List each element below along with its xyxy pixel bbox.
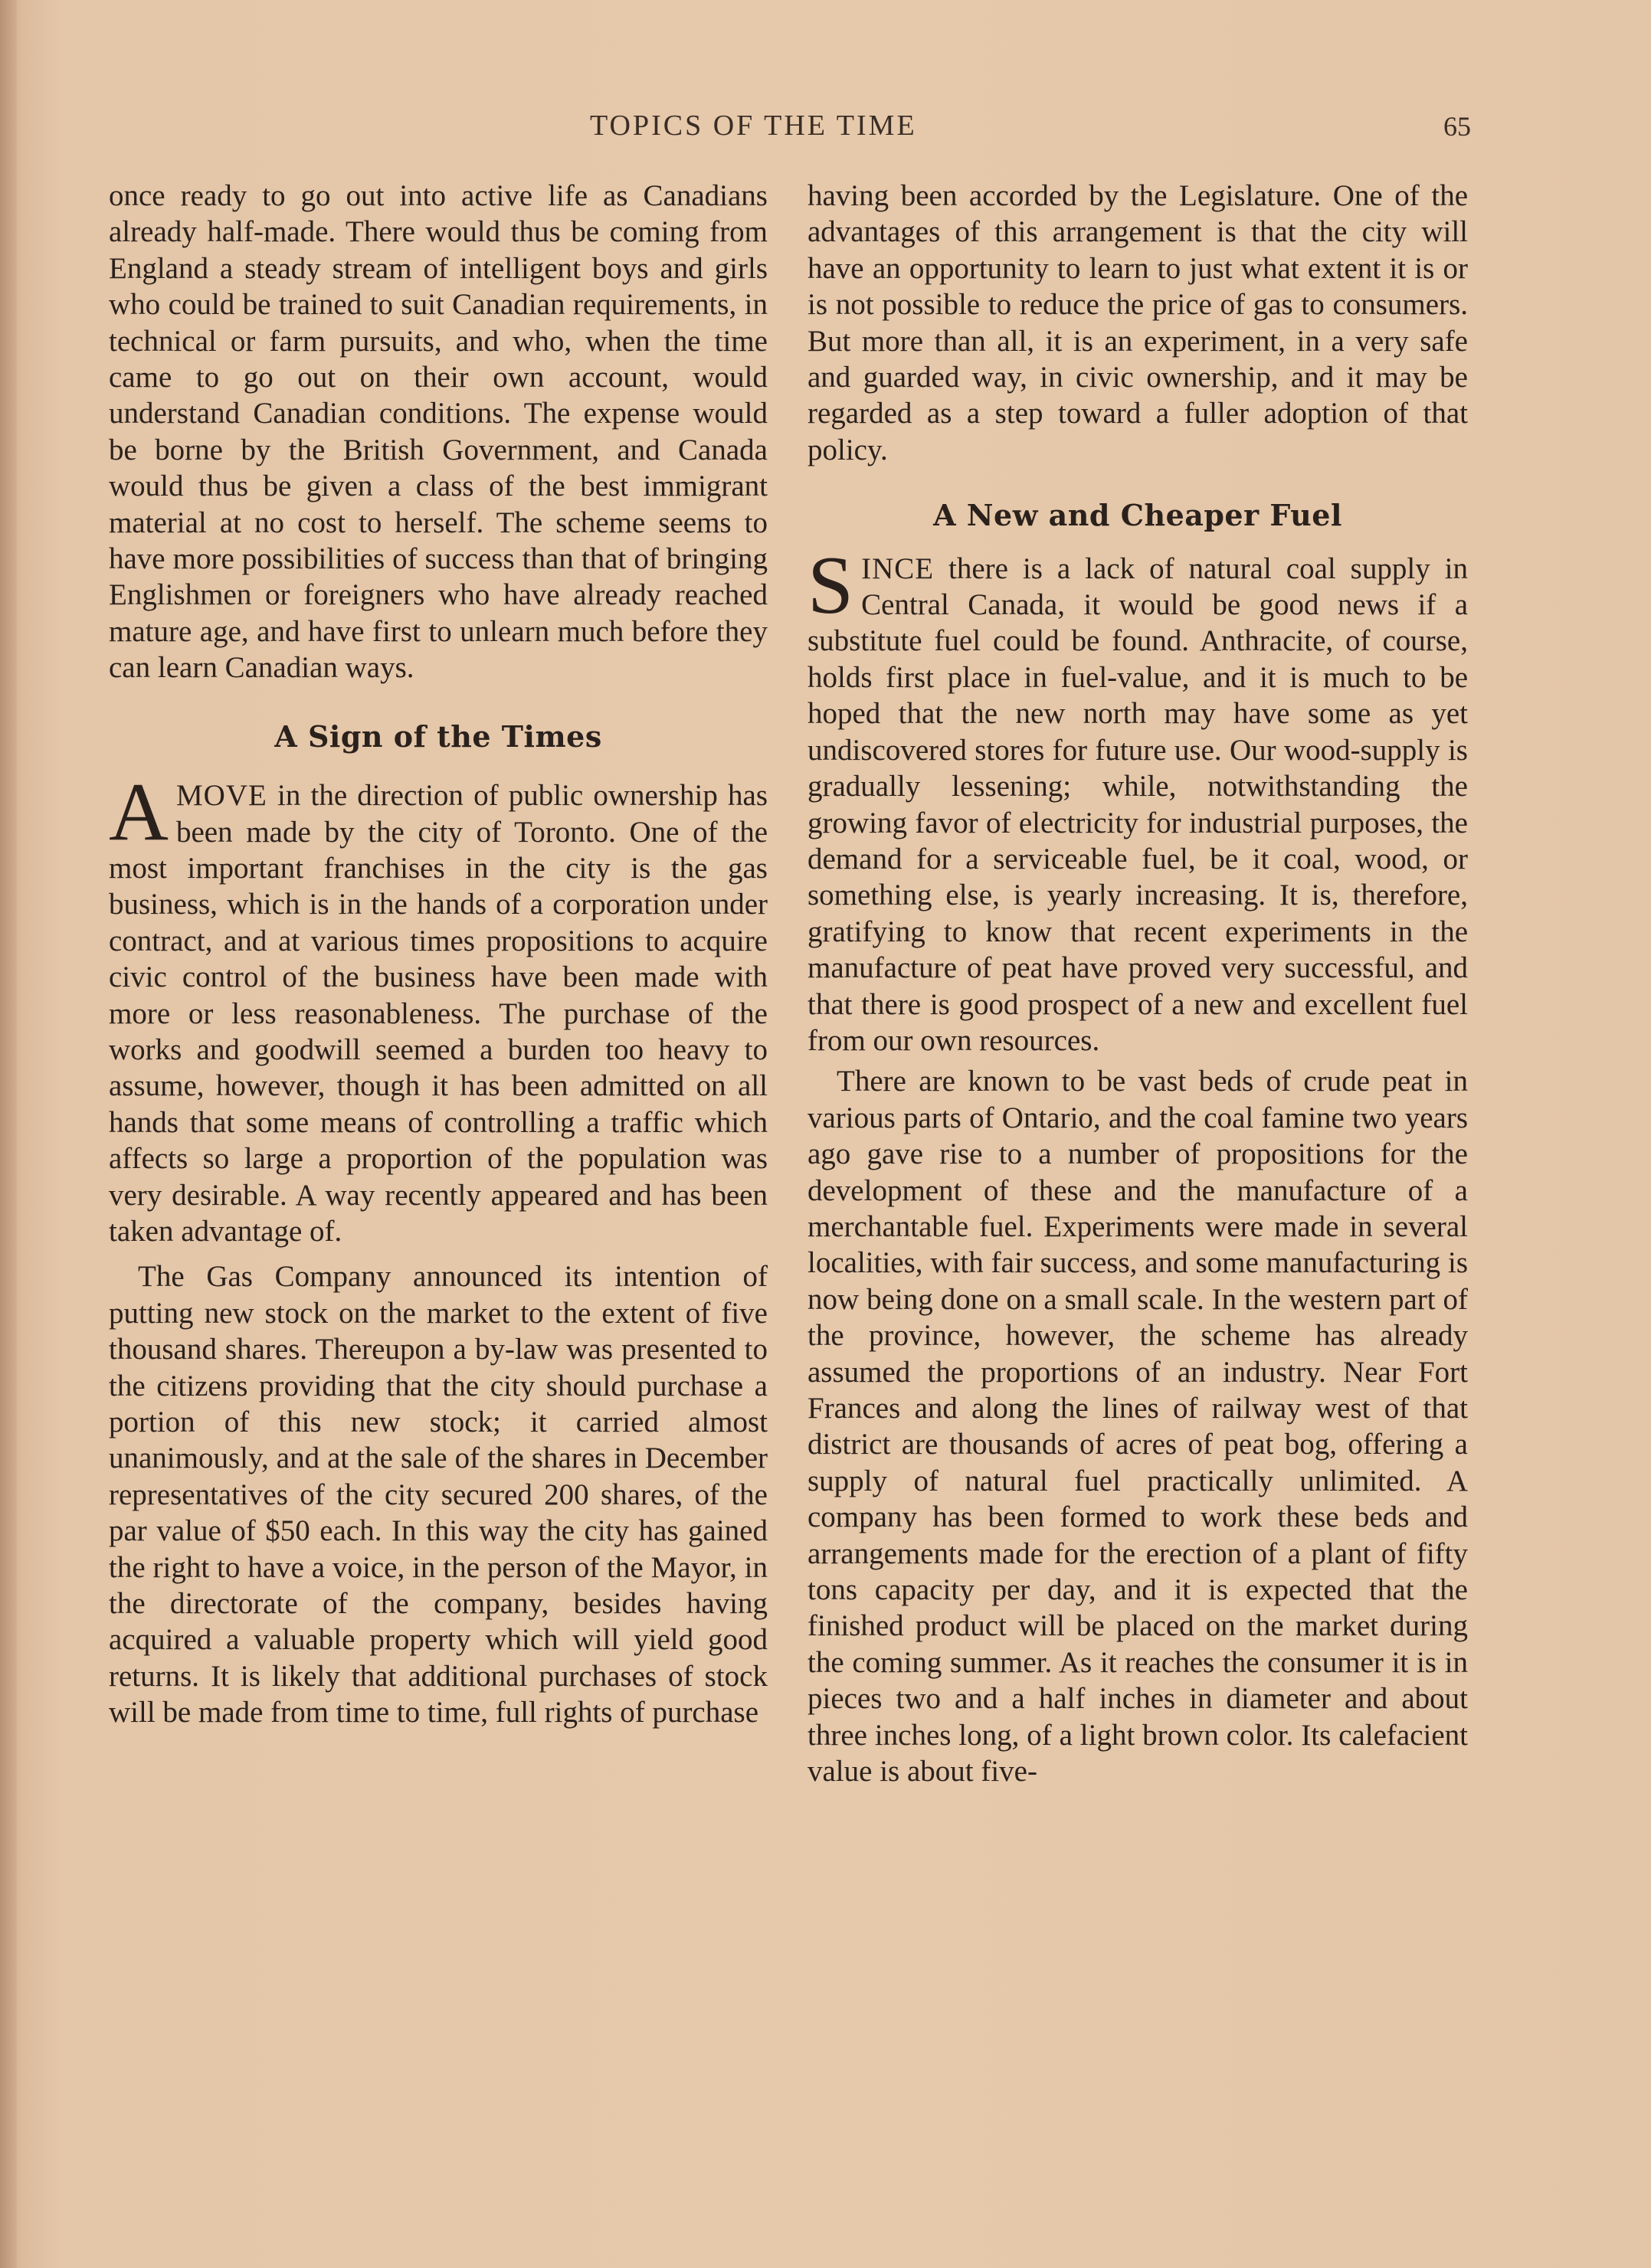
paragraph-text: in the direction of public ownership has been made by the city of Toronto. One of the most important franchises in the city is the gas business, which is in the hands of a corporation under contract, and at various times propositions to acquire civic control of the business have been made with more or less reasonableness. The purchase of the works and goodwill seemed a burden too heavy to assume, however, though it has been admitted on all hands that some means of controlling a traffic which affects so large a proportion of the population was very desirable. A way recently appeared and has been taken advantage of.	[109, 779, 768, 1248]
page-number: 65	[1443, 111, 1471, 142]
section-heading-sign-of-the-times: A Sign of the Times	[274, 718, 602, 754]
continued-paragraph: once ready to go out into active life as Canadians already half-made. There would thus be coming from England a steady stream of intelligent boys and girls who could be trained to suit Canadian requirements, in technical or farm pursuits, and who, when the time came to go out on their own account, would understand Canadian conditions. The expense would be borne by the British Government, and Canada would thus be given a class of the best immigrant material at no cost to herself. The scheme seems to have more possibilities of success than that of bringing Englishmen or foreigners who have already reached mature age, and have first to unlearn much before they can learn Canadian ways.	[109, 179, 768, 685]
drop-cap: A	[109, 767, 169, 859]
continued-paragraph: having been accorded by the Legislature. One of the advantages of this arrangement is that the city will have an opportunity to learn to just what extent it is or is not possible to reduce the price of gas to consumers. But more than all, it is an experiment, in a very safe and guarded way, in civic ownership, and it may be regarded as a step toward a fuller adoption of that policy.	[807, 179, 1468, 466]
section-paragraph-2: The Gas Company announced its intention of putting new stock on the market to the extent of five thousand shares. Thereupon a by-law was presented to the citizens providing that the city should purchase a portion of this new stock; it carried almost unanimously, and at the sale of the shares in December representatives of the city secured 200 shares, of the par value of $50 each. In this way the city has gained the right to have a voice, in the person of the Mayor, in the directorate of the company, besides having acquired a valuable property which will yield good returns. It is likely that additional purchases of stock will be made from time to time, full rights of purchase	[109, 1260, 768, 1730]
left-column	[109, 178, 768, 1731]
section-paragraph	[807, 539, 1468, 1059]
section-paragraph-2: There are known to be vast beds of crude peat in various parts of Ontario, and the coal famine two years ago gave rise to a number of propositions for the development of these and the manufacture of a merchantable fuel. Experiments were made in several localities, with fair success, and some manufacturing is now being done on a small scale. In the western part of the province, however, the scheme has already assumed the proportions of an industry. Near Fort Frances and along the lines of railway west of that district are thousands of acres of peat bog, offering a supply of natural fuel practically unlimited. A company has been formed to work these beds and arrangements made for the erection of a plant of fifty tons capacity per day, and it is expected that the finished product will be placed on the market during the coming summer. As it reaches the consumer it is in pieces two and a half inches in diameter and about three inches long, of a light brown color. Its calefacient value is about five-	[807, 1065, 1468, 1789]
running-title: TOPICS OF THE TIME	[590, 110, 917, 142]
lead-word: MOVE	[176, 779, 267, 813]
running-head	[0, 109, 1651, 147]
lead-word: INCE	[861, 551, 935, 585]
section-heading-new-cheaper-fuel: A New and Cheaper Fuel	[933, 498, 1342, 533]
page-spine-edge	[0, 0, 17, 2268]
drop-cap: S	[807, 539, 854, 631]
right-column	[807, 178, 1468, 1789]
section-paragraph	[109, 767, 768, 1249]
paragraph-text: there is a lack of natural coal supply in Central Canada, it would be good news if a substitute fuel could be found. Anthracite, of course, holds first place in fuel-value, and it is much to be hoped that the new north may have some as yet undiscovered stores for future use. Our wood-supply is gradually lessening; while, notwithstanding the growing favor of electricity for industrial purposes, the demand for a serviceable fuel, be it coal, wood, or something else, is yearly increasing. It is, therefore, gratifying to know that recent experiments in the manufacture of peat have proved very successful, and that there is good prospect of a new and excellent fuel from our own resources.	[807, 551, 1468, 1057]
